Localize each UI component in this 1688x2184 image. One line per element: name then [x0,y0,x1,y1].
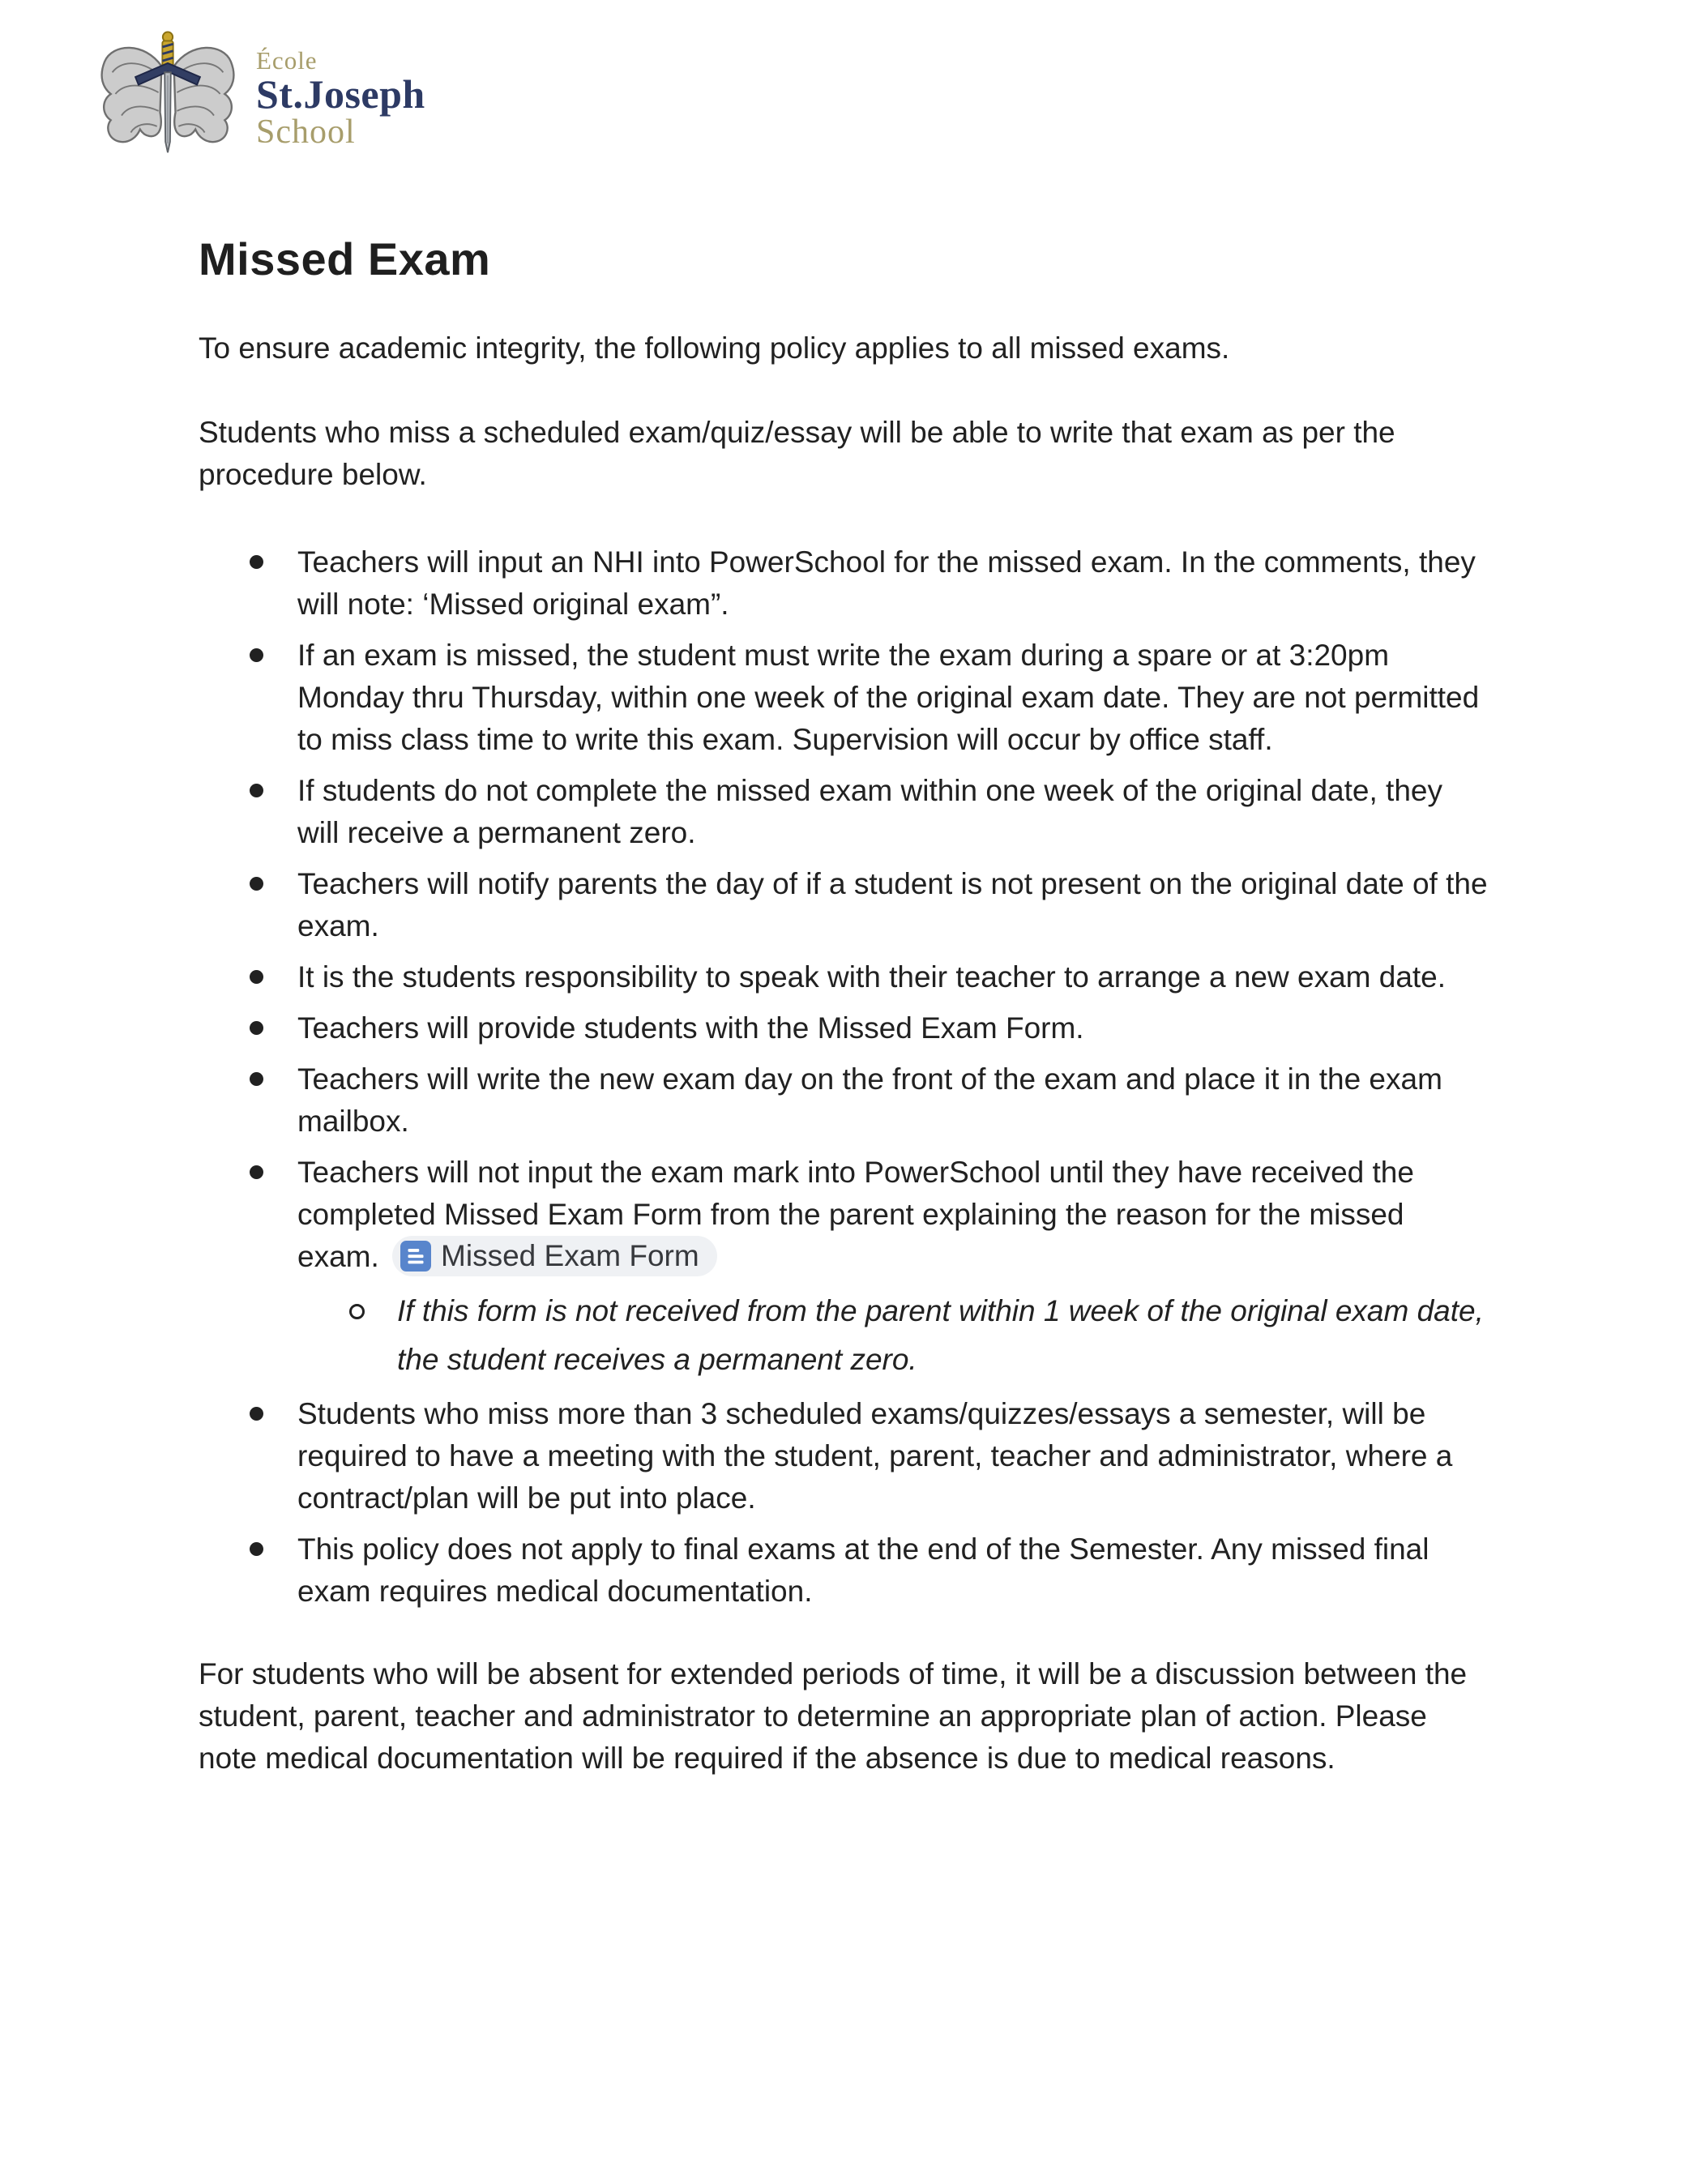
logo-name-label: St.Joseph [256,71,425,117]
bullet-item [199,770,1489,854]
bullet-item [199,1007,1489,1049]
bullet-item [199,635,1489,761]
bullet-item [199,1152,1489,1384]
chip-label: Missed Exam Form [441,1239,699,1273]
policy-bullet-list [199,541,1489,1613]
bullet-text: It is the students responsibility to speak with their teacher to arrange a new exam date. [297,960,1447,994]
closing-paragraph: For students who will be absent for extended periods of time, it will be a discussion between the student, parent, teacher and administrator to determine an appropriate plan of action. Please note medical documentation will be required if the absence is due to medical reasons. [199,1657,1468,1776]
sub-bullet-list [297,1287,1489,1384]
bullet-item [199,863,1489,947]
bullet-text: Teachers will input an NHI into PowerSchool for the missed exam. In the comments, they will note: ‘Missed original exam”. [297,545,1476,621]
winged-sword-logo-icon [91,28,245,159]
bullet-text: Teachers will notify parents the day of if a student is not present on the original date of the exam. [297,867,1488,942]
bullet-text: Teachers will write the new exam day on the front of the exam and place it in the exam mailbox. [297,1062,1442,1138]
google-docs-icon [400,1241,431,1272]
school-logo [91,28,425,159]
bullet-item [199,956,1489,998]
bullet-item [199,541,1489,626]
bullet-text: Teachers will provide students with the Missed Exam Form. [297,1011,1084,1045]
logo-ecole-label: École [256,46,318,75]
intro-paragraph-2: Students who miss a scheduled exam/quiz/essay will be able to write that exam as per the procedure below. [199,416,1395,491]
bullet-text: Teachers will not input the exam mark into PowerSchool until they have received the completed Missed Exam Form from the parent explaining the reason for the missed exam. [297,1156,1414,1273]
bullet-text: If students do not complete the missed exam within one week of the original date, they will receive a permanent zero. [297,774,1442,849]
bullet-text: Students who miss more than 3 scheduled exams/quizzes/essays a semester, will be required to have a meeting with the student, parent, teacher and administrator, where a contract/plan will be put into place. [297,1397,1453,1515]
page-title: Missed Exam [199,233,491,284]
school-logo-text [256,36,425,149]
sub-bullet-text: If this form is not received from the parent within 1 week of the original exam date, the student receives a permanent zero. [397,1294,1484,1377]
document-content [0,233,1688,1780]
intro-paragraph-1: To ensure academic integrity, the following policy applies to all missed exams. [199,331,1230,365]
bullet-item [199,1393,1489,1519]
bullet-text: This policy does not apply to final exams at the end of the Semester. Any missed final exam requires medical documentation. [297,1532,1429,1609]
bullet-item [199,1528,1489,1613]
sub-bullet-item [297,1287,1489,1384]
bullet-item [199,1058,1489,1143]
missed-exam-form-chip[interactable] [392,1236,717,1276]
logo-school-label: School [256,113,356,151]
bullet-text: If an exam is missed, the student must write the exam during a spare or at 3:20pm Monday thru Thursday, within one week of the original exam date. They are not permitted to miss class time to write this exam. Supervision will occur by office staff. [297,639,1480,756]
